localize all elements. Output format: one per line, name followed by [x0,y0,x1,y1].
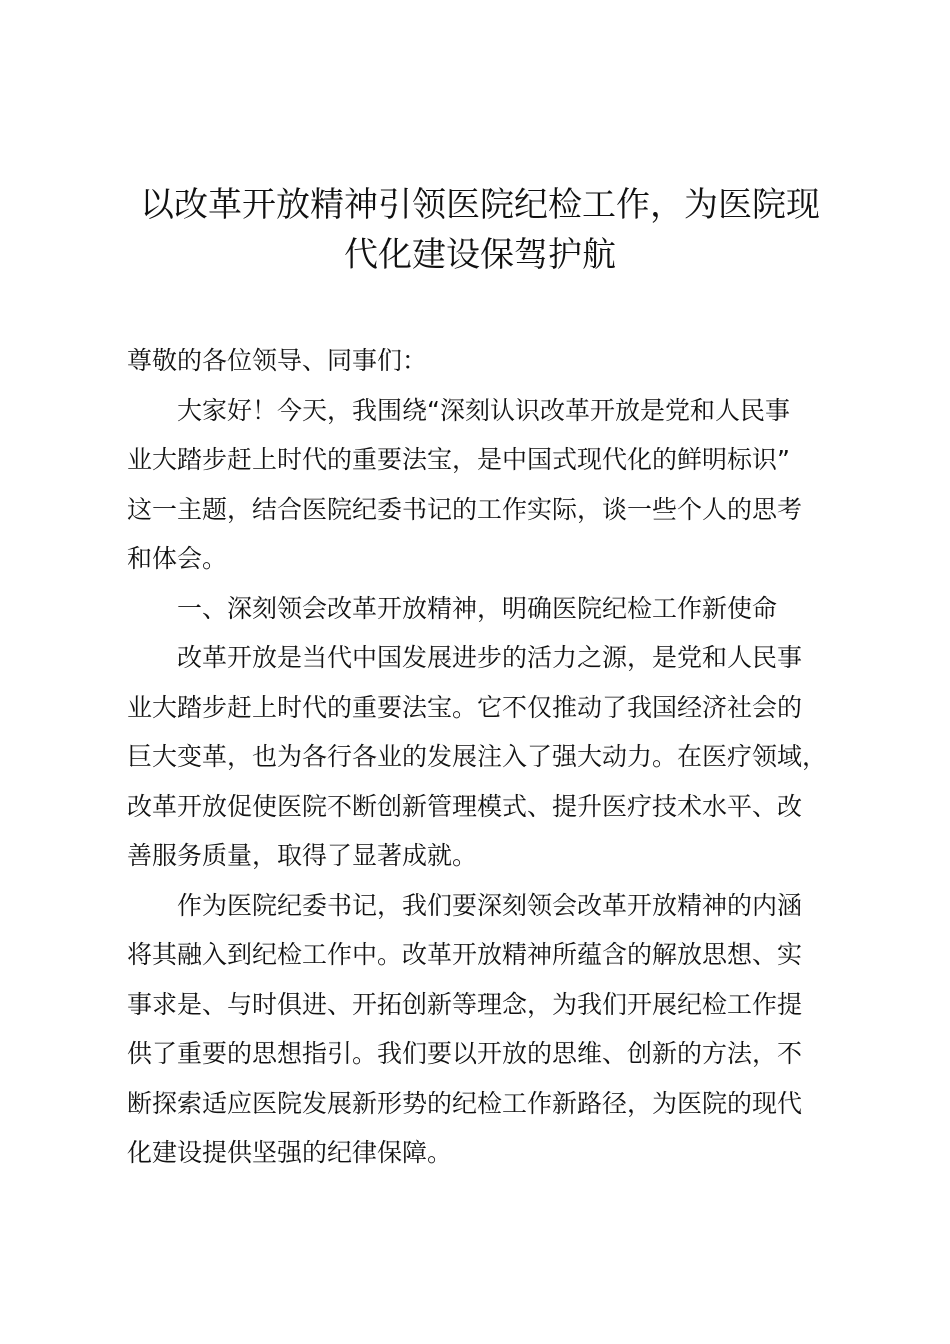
paragraph-line: 业大踏步赶上时代的重要法宝，是中国式现代化的鲜明标识” [127,445,790,474]
paragraph-line: 和体会。 [127,544,228,573]
paragraph-line: 作为医院纪委书记，我们要深刻领会改革开放精神的内涵 [177,890,803,920]
salutation [127,336,847,386]
paragraph-line: 断探索适应医院发展新形势的纪检工作新路径，为医院的现代 [127,1088,803,1118]
title-line-1: 以改革开放精神引领医院纪检工作，为医院现 [140,185,820,225]
section-heading-1 [127,584,847,634]
paragraph-line: 善服务质量，取得了显著成就。 [127,841,478,870]
paragraph-line: 这一主题，结合医院纪委书记的工作实际，谈一些个人的思考 [127,494,803,524]
paragraph-line: 改革开放促使医院不断创新管理模式、提升医疗技术水平、改 [127,791,803,821]
paragraph-line: 业大踏步赶上时代的重要法宝。它不仅推动了我国经济社会的 [127,692,803,722]
document-body [127,336,847,1178]
paragraph-greeting [127,386,847,584]
salutation-line: 尊敬的各位领导、同事们： [127,346,428,375]
paragraph-line: 事求是、与时俱进、开拓创新等理念，为我们开展纪检工作提 [127,989,803,1019]
paragraph-line: 供了重要的思想指引。我们要以开放的思维、创新的方法，不 [127,1039,803,1068]
section-heading-line: 一、深刻领会改革开放精神，明确医院纪检工作新使命 [177,593,778,623]
paragraph-line: 大家好！今天，我围绕“深刻认识改革开放是党和人民事 [177,395,790,425]
document-title [100,180,860,280]
paragraph-line: 将其融入到纪检工作中。改革开放精神所蕴含的解放思想、实 [127,940,803,969]
paragraph-line: 巨大变革，也为各行各业的发展注入了强大动力。在医疗领域， [127,742,828,771]
paragraph-reform [127,633,847,881]
title-line-2: 代化建设保驾护航 [344,235,616,275]
paragraph-line: 化建设提供坚强的纪律保障。 [127,1138,453,1167]
paragraph-line: 改革开放是当代中国发展进步的活力之源，是党和人民事 [177,643,803,672]
paragraph-role [127,881,847,1178]
